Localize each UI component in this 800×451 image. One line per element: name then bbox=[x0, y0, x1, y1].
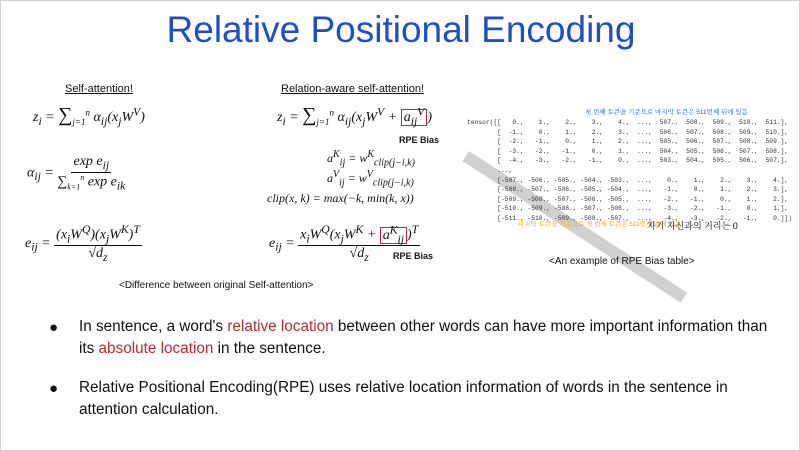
relation-aware-heading: Relation-aware self-attention! bbox=[281, 83, 425, 95]
bullet1-absolute-location: absolute location bbox=[98, 340, 214, 357]
rpe-bias-tensor: tensor([[ 0., 1., 2., 3., 4., ..., 507., 508., 509., 510., 511.], [ -1., 0., 1., 2., 3., ..., 506., 507., 508., 509., 510.], [ -2., -1., 0., 1., 2., ..., 505., 506., 507., 508., 509.], [ -3., -2., -1., 0., 1., ..., 504., 505., 506., 507., 508.], [ -4., -3., -2., -1., 0., ..., 503., 504., 505., 506., 507.], ..., [-507., -506., -505., -504., -503., ..., 0., 1., 2., 3., 4.], [-508., -507., -506., -505., -504., ..., -1., 0., 1., 2., 3.], [-509., -508., -507., -506., -505., ..., -2., -1., 0., 1., 2.], [-510., -509., -508., -507., -506., ..., -3., -2., -1., 0., 1.], [-511., -510., -509., -508., -507., ..., -4., -3., -2., -1., 0.]]) bbox=[467, 119, 792, 222]
bullet-dot-2: ● bbox=[49, 380, 59, 397]
korean-note-bottom: 마지막 토큰을 기준으로 첫 번째 토큰은 511번째 앞에 있음 bbox=[518, 221, 681, 228]
equation-alpha: $\alpha_{ij}$ = $\frac{\exp e_{ij}}{\sum_{k=1}^n \exp e_{ik}}$ bbox=[27, 154, 126, 193]
bullet1-part-a: In sentence, a word's bbox=[79, 318, 228, 335]
korean-note-top: 첫 번째 토큰을 기준으로 마지막 토큰은 511번째 뒤에 있음 bbox=[585, 109, 748, 116]
rpe-bias-label-1: RPE Bias bbox=[399, 135, 440, 145]
equation-e: $e_{ij}$ = $\frac{(x_iW^Q)(x_jW^K)^T}{√d_z}$ bbox=[25, 223, 140, 265]
bullet-text-2: Relative Positional Encoding(RPE) uses relative location information of words in the sentence in attention calculation. bbox=[79, 379, 728, 418]
korean-note-right: 자기 자신과의 거리는 0 bbox=[647, 221, 738, 231]
bullet1-relative-location: relative location bbox=[227, 318, 334, 335]
self-attention-heading: Self-attention! bbox=[65, 83, 133, 95]
bullet1-part-c: between other words can have more important information than its bbox=[79, 318, 768, 357]
caption-rpe-table: <An example of RPE Bias table> bbox=[549, 256, 695, 267]
rpe-bias-label-2: RPE Bias bbox=[393, 251, 434, 261]
equation-aK: $a^K_{ij} = w^K_{clip(j-i,k)}$ bbox=[327, 149, 415, 169]
slide-title: Relative Positional Encoding bbox=[166, 9, 636, 50]
caption-difference: <Difference between original Self-attention> bbox=[119, 280, 314, 291]
equation-e-rel: $e_{ij}$ = $\frac{x_iW^Q(x_jW^K + a^K_{ij} )^T}{√d_z}$ bbox=[269, 223, 419, 265]
equation-clip: clip(x, k) = max(−k, min(k, x)) bbox=[267, 191, 414, 205]
bullet-text-1 bbox=[79, 316, 769, 360]
equation-z: $z_i = \sum_{j=1}^n$ $\alpha_{ij}(x_jW^V)$ bbox=[33, 104, 145, 128]
bullet-dot-1: ● bbox=[49, 319, 59, 336]
equation-aV: $a^V_{ij} = w^V_{clip(j-i,k)}$ bbox=[327, 169, 414, 189]
equation-z-rel: $z_i = \sum_{j=1}^n$ $\alpha_{ij}(x_jW^V + a_{ij}^V$ ) bbox=[277, 104, 433, 128]
bullet1-part-e: in the sentence. bbox=[213, 340, 326, 357]
